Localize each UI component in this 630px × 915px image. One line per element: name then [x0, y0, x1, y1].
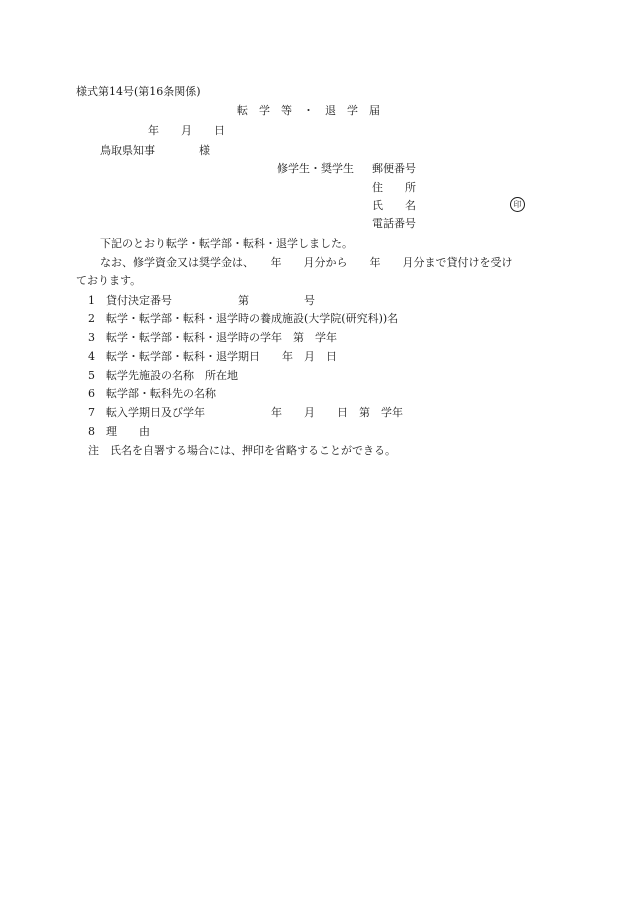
applicant-role: 修学生・奨学生: [277, 162, 354, 175]
item-4-text: 転学・転学部・転科・退学期日 年 月 日: [106, 350, 337, 363]
item-5-text: 転学先施設の名称 所在地: [106, 369, 238, 382]
postal-code-label: 郵便番号: [372, 162, 416, 175]
item-1-text: 貸付決定番号 第 号: [106, 294, 315, 307]
item-3-number: 3: [88, 331, 95, 344]
form-title: 転 学 等 ・ 退 学 届: [237, 104, 380, 117]
body-line-3: ております。: [76, 274, 142, 287]
item-7-number: 7: [88, 406, 95, 419]
body-line-2: なお、修学資金又は奨学金は、 年 月分から 年 月分まで貸付けを受け: [100, 256, 513, 269]
item-2-text: 転学・転学部・転科・退学時の養成施設(大学院(研究科))名: [106, 312, 399, 325]
item-7-text: 転入学期日及び学年 年 月 日 第 学年: [106, 406, 403, 419]
item-6-number: 6: [88, 387, 95, 400]
addressee: 鳥取県知事 様: [100, 144, 210, 157]
item-2-number: 2: [88, 312, 95, 325]
name-label: 氏 名: [372, 199, 416, 212]
body-line-1: 下記のとおり転学・転学部・転科・退学しました。: [100, 237, 353, 250]
item-4-number: 4: [88, 350, 95, 363]
item-3-text: 転学・転学部・転科・退学時の学年 第 学年: [106, 331, 337, 344]
item-6-text: 転学部・転科先の名称: [106, 387, 216, 400]
item-8-text: 理 由: [106, 425, 150, 438]
item-1-number: 1: [88, 294, 95, 307]
form-number: 様式第14号(第16条関係): [76, 85, 201, 98]
phone-label: 電話番号: [372, 217, 416, 230]
note: 注 氏名を自署する場合には、押印を省略することができる。: [88, 444, 396, 457]
item-5-number: 5: [88, 369, 95, 382]
seal-mark: 印: [510, 197, 525, 212]
item-8-number: 8: [88, 425, 95, 438]
address-label: 住 所: [372, 181, 416, 194]
date-line: 年 月 日: [148, 124, 225, 137]
